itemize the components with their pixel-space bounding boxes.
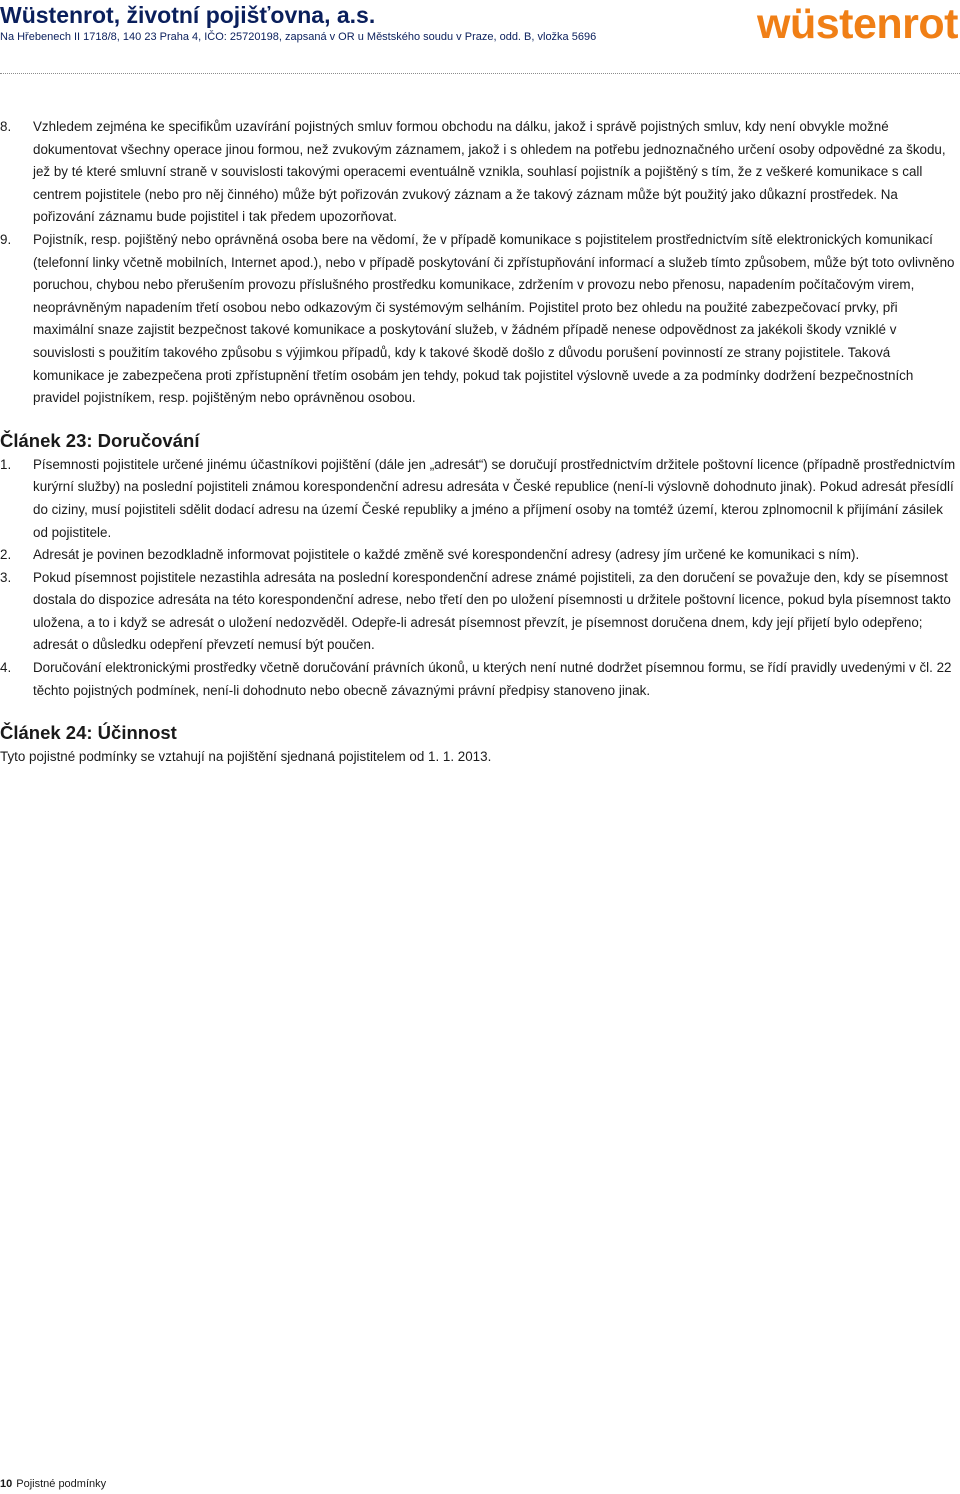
item-number: 3. <box>0 569 12 585</box>
item-number: 4. <box>0 660 12 676</box>
header-divider <box>0 73 960 74</box>
list-item <box>0 567 960 657</box>
list-item <box>0 544 960 567</box>
item-text: Písemnosti pojistitele určené jinému účastníkovi pojištění (dále jen „adresát“) se doručují prostřednictvím držitele poštovní licence (případně prostřednictvím kurýrní služby) na poslední pojistiteli známou korespondenční adresu adresáta v České republice (není-li výslovně dohodnuto jinak). Pokud adresát přesídlí do ciziny, musí pojistiteli sdělit dodací adresu na území České republiky a jméno a příjmení osoby na tomtéž území, kterou zplnomocnil k přijímání zásilek od pojistitele. <box>33 456 956 540</box>
list-item <box>0 229 960 410</box>
article-24-heading: Článek 24: Účinnost <box>0 722 177 744</box>
item-text: Doručování elektronickými prostředky včetně doručování právních úkonů, u kterých není nutné dodržet písemnou formu, se řídí pravidly uvedenými v čl. 22 těchto pojistných podmínek, není-li dohodnuto nebo obecně závaznými právní předpisy stanoveno jinak. <box>33 660 952 698</box>
item-text: Pojistník, resp. pojištěný nebo oprávněná osoba bere na vědomí, že v případě komunikace s pojistitelem prostřednictvím sítě elektronických komunikací (telefonní linky včetně mobilních, Internet apod.), nebo v případě poskytování či zpřístupňování informací a služeb tímto způsobem, může být toto ovlivněno poruchou, chybou nebo přerušením provozu příslušného prostředku komunikace, zdržením v provozu nebo přenosu, napadením počítačovým virem, neoprávněným napadením třetí osobou nebo odkazovým či systémovým selháním. Pojistitel proto bez ohledu na použité zabezpečovací prvky, při maximální snaze zajistit bezpečnost takové komunikace a poskytování služeb, v žádném případě nenese odpovědnost za jakékoli škody vzniklé v souvislosti s použitím takového způsobu s výjimkou případů, kdy k takové škodě došlo z důvodu porušení povinností ze strany pojistitele. Taková komunikace je zabezpečena proti zpřístupnění třetím osobám jen tehdy, pokud tak pojistitel výslovně uvede a za podmínky dodržení bezpečnostních pravidel pojistníkem, resp. pojištěným nebo oprávněnou osobou. <box>33 231 955 406</box>
article-23-heading: Článek 23: Doručování <box>0 429 200 451</box>
page-header <box>0 0 960 76</box>
page-footer <box>0 1477 106 1491</box>
company-address: Na Hřebenech II 1718/8, 140 23 Praha 4, IČO: 25720198, zapsaná v OR u Městského soudu v Praze, odd. B, vložka 5696 <box>0 31 597 43</box>
wustenrot-logo: wüstenrot <box>757 0 958 48</box>
article-24-text: Tyto pojistné podmínky se vztahují na pojištění sjednaná pojistitelem od 1. 1. 2013. <box>0 749 492 765</box>
list-item <box>0 454 960 544</box>
footer-label: Pojistné podmínky <box>16 1478 107 1490</box>
item-number: 8. <box>0 119 12 134</box>
list-item <box>0 657 960 702</box>
item-text: Adresát je povinen bezodkladně informovat pojistitele o každé změně své korespondenční adresy (adresy jím určené ke komunikaci s ním). <box>33 547 860 563</box>
item-number: 9. <box>0 231 12 247</box>
item-number: 1. <box>0 456 12 472</box>
page-number: 10 <box>0 1478 13 1490</box>
item-text: Pokud písemnost pojistitele nezastihla adresáta na poslední korespondenční adrese známé pojistiteli, za den doručení se považuje den, kdy se písemnost dostala do dispozice adresáta na této korespondenční adrese, nebo třetí den po uložení písemnosti u držitele poštovní licence, pokud byla písemnost takto uložena, a to i když se adresát o uložení nedozvěděl. Odepře-li adresát písemnost převzít, je písemnost doručena dnem, kdy její přijetí bylo odepřeno; adresát o důsledku odepření převzetí nemusí být poučen. <box>33 569 951 653</box>
item-number: 2. <box>0 547 12 563</box>
document-body <box>0 116 960 769</box>
item-text: Vzhledem zejména ke specifikům uzavírání pojistných smluv formou obchodu na dálku, jakož i správě pojistných smluv, kdy není obvykle možné dokumentovat všechny operace jinou formou, než zvukovým záznamem, jakož i s ohledem na potřebu jednoznačného určení osoby odpovědné za škodu, jež by té které smluvní straně v souvislosti takovými operacemi eventuálně vznikla, souhlasí pojistník a pojištěný s tím, že z veškeré komunikace s call centrem pojistitele (nebo pro něj činného) může být pořizován zvukový záznam a že takový záznam může být použitý jako důkazní prostředek. Na pořizování záznamu bude pojistitel i tak předem upozorňovat. <box>33 119 946 225</box>
company-name: Wüstenrot, životní pojišťovna, a.s. <box>0 2 376 28</box>
list-item <box>0 116 960 229</box>
